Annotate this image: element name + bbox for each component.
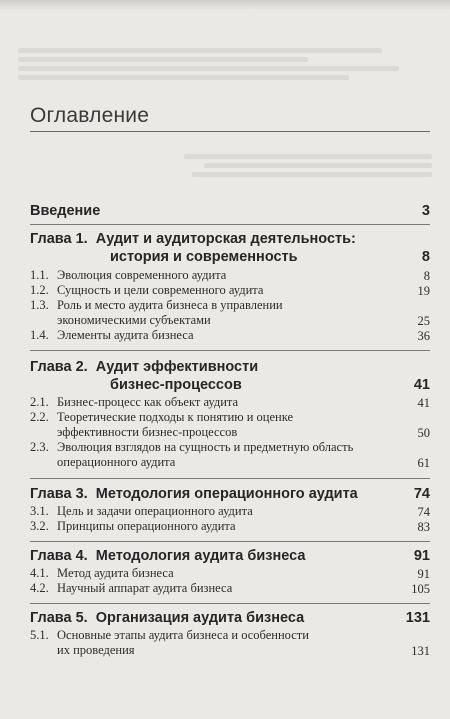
bleed-through-text xyxy=(18,150,432,181)
toc-entry xyxy=(30,581,430,596)
entry-title: Сущность и цели современного аудита xyxy=(57,283,264,297)
chapter-4-heading xyxy=(30,547,430,565)
entry-title: Метод аудита бизнеса xyxy=(57,566,174,580)
chapter-label: Глава 5. xyxy=(30,610,88,626)
entry-title: Элементы аудита бизнеса xyxy=(57,328,194,342)
chapter-separator xyxy=(30,350,430,351)
chapter-separator xyxy=(30,541,430,542)
chapter-label: Глава 2. xyxy=(30,359,88,375)
chapter-separator xyxy=(30,224,430,225)
entry-number: 3.1. xyxy=(30,504,49,518)
entry-title: Эволюция современного аудита xyxy=(57,268,227,282)
chapter-page: 74 xyxy=(413,486,430,502)
entry-page: 91 xyxy=(417,566,430,581)
toc-title: Оглавление xyxy=(30,104,150,127)
entry-title: операционного аудита xyxy=(57,455,176,469)
entry-page: 83 xyxy=(417,519,430,534)
toc-entry xyxy=(30,566,430,581)
chapter-5-heading xyxy=(30,609,430,627)
entry-number: 3.2. xyxy=(30,519,49,533)
chapter-page: 8 xyxy=(421,249,430,265)
chapter-title-line: Аудит эффективности xyxy=(95,359,259,375)
chapter-1-heading xyxy=(30,230,430,266)
chapter-label: Глава 3. xyxy=(30,486,88,502)
chapter-2-heading xyxy=(30,358,430,394)
entry-title: Эволюция взглядов на сущность и предметную область xyxy=(57,440,354,454)
page-edge-top xyxy=(0,0,450,9)
entry-page: 105 xyxy=(411,581,430,596)
entry-number: 1.3. xyxy=(30,298,49,312)
entry-number: 2.2. xyxy=(30,410,49,424)
entry-number: 5.1. xyxy=(30,628,49,642)
bleed-through-text xyxy=(18,44,432,84)
toc-entry xyxy=(30,395,430,410)
entry-title: эффективности бизнес-процессов xyxy=(57,425,238,439)
entry-title: экономическими субъектами xyxy=(57,313,211,327)
chapter-title-line: Аудит и аудиторская деятельность: xyxy=(95,231,356,247)
toc-entry xyxy=(30,268,430,283)
chapter-title-line: Методология операционного аудита xyxy=(95,486,358,502)
toc-entry xyxy=(30,298,430,328)
entry-page: 41 xyxy=(417,395,430,410)
toc-entry xyxy=(30,440,430,470)
entry-page: 61 xyxy=(417,455,430,470)
chapter-label: Глава 4. xyxy=(30,548,88,564)
entry-number: 2.3. xyxy=(30,440,49,454)
entry-number: 2.1. xyxy=(30,395,49,409)
entry-number: 1.4. xyxy=(30,328,49,342)
chapter-page: 91 xyxy=(413,548,430,564)
chapter-title-line: бизнес-процессов xyxy=(110,377,242,393)
entry-title: Бизнес-процесс как объект аудита xyxy=(57,395,239,409)
chapter-title-line: Методология аудита бизнеса xyxy=(95,548,306,564)
toc-intro xyxy=(30,202,430,220)
entry-page: 8 xyxy=(423,268,430,283)
entry-number: 1.1. xyxy=(30,268,49,282)
toc-entry xyxy=(30,628,430,658)
entry-number: 4.1. xyxy=(30,566,49,580)
entry-page: 131 xyxy=(411,643,430,658)
toc-entry xyxy=(30,410,430,440)
entry-title: Принципы операционного аудита xyxy=(57,519,236,533)
chapter-page: 131 xyxy=(405,610,430,626)
chapter-page: 41 xyxy=(413,377,430,393)
entry-title: Цель и задачи операционного аудита xyxy=(57,504,253,518)
chapter-separator xyxy=(30,478,430,479)
entry-title: Основные этапы аудита бизнеса и особенности xyxy=(57,628,309,642)
entry-title: их проведения xyxy=(57,643,135,657)
toc-entry xyxy=(30,283,430,298)
title-underline xyxy=(30,131,430,132)
entry-page: 19 xyxy=(417,283,430,298)
entry-number: 4.2. xyxy=(30,581,49,595)
entry-page: 25 xyxy=(417,313,430,328)
entry-title: Теоретические подходы к понятию и оценке xyxy=(57,410,294,424)
entry-number: 1.2. xyxy=(30,283,49,297)
chapter-3-heading xyxy=(30,485,430,503)
entry-page: 36 xyxy=(417,328,430,343)
entry-page: 74 xyxy=(417,504,430,519)
chapter-title-line: история и современность xyxy=(110,249,298,265)
toc-entry xyxy=(30,328,430,343)
intro-title: Введение xyxy=(30,203,101,219)
entry-title: Научный аппарат аудита бизнеса xyxy=(57,581,233,595)
entry-title: Роль и место аудита бизнеса в управлении xyxy=(57,298,283,312)
entry-page: 50 xyxy=(417,425,430,440)
chapter-label: Глава 1. xyxy=(30,231,88,247)
toc-entry xyxy=(30,504,430,519)
chapter-title-line: Организация аудита бизнеса xyxy=(95,610,305,626)
chapter-separator xyxy=(30,603,430,604)
intro-page: 3 xyxy=(421,203,430,219)
toc-entry xyxy=(30,519,430,534)
